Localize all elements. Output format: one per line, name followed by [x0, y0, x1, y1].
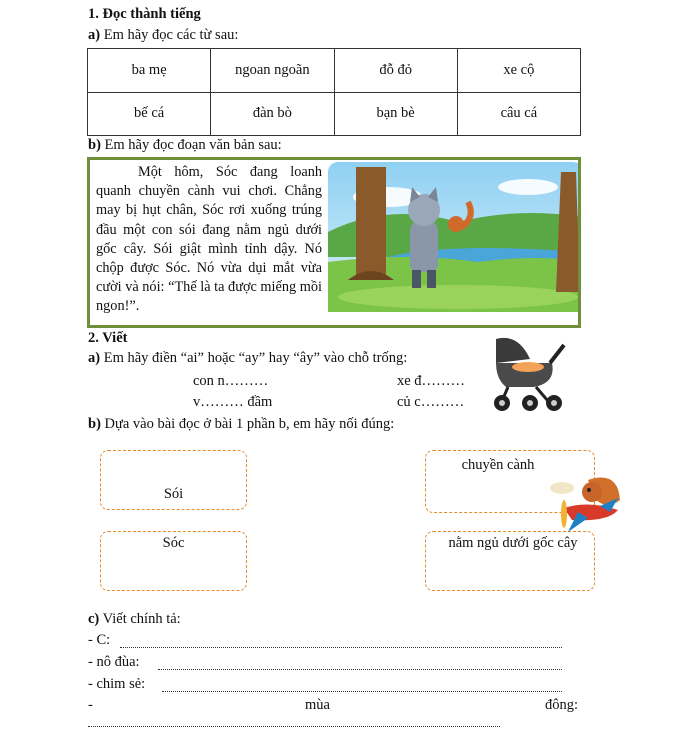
table-row: [88, 92, 581, 136]
fill-blank-item[interactable]: v……… đầm: [193, 394, 273, 410]
match-box-soi[interactable]: [100, 450, 247, 510]
writing-line[interactable]: [162, 691, 562, 692]
fill-blank-item[interactable]: củ c………: [397, 394, 465, 410]
word-cell: ngoan ngoãn: [211, 49, 334, 93]
word-cell: bế cá: [88, 92, 211, 136]
part-a-instruction: a) Em hãy đọc các từ sau:: [88, 27, 239, 43]
story-paragraph: Một hôm, Sóc đang loanh quanh chuyền cành vui chơi. Chẳng may bị hụt chân, Sóc rơi xuống trúng đầu một con sói đang nằm ngủ dưới gốc cây. Sói giật mình tỉnh dậy. Nó chộp được Sóc. Nó vừa dụi mắt vừa cười và nói: “Thế là ta được miếng mồi ngon!”.: [96, 164, 322, 315]
match-label: Sóc: [162, 535, 185, 551]
section-2-title: 2. Viết: [88, 330, 128, 346]
part-a-instruction: a) Em hãy điền “ai” hoặc “ay” hay “ây” vào chỗ trống:: [88, 350, 408, 366]
word-cell: bạn bè: [334, 92, 457, 136]
dictation-dash: -: [88, 697, 93, 713]
section-1-title: 1. Đọc thành tiếng: [88, 6, 201, 22]
squirrel-plane-illustration: [548, 470, 640, 542]
writing-line[interactable]: [88, 726, 500, 727]
word-cell: xe cộ: [457, 49, 580, 93]
part-b-instruction: b) Dựa vào bài đọc ở bài 1 phần b, em hãy nối đúng:: [88, 416, 395, 432]
match-label: nằm ngủ dưới gốc cây: [448, 535, 578, 551]
match-box-soc[interactable]: [100, 531, 247, 591]
story-box: [87, 157, 581, 328]
fill-blank-item[interactable]: con n………: [193, 373, 269, 389]
fill-blank-item[interactable]: xe đ………: [397, 373, 466, 389]
word-cell: đỗ đỏ: [334, 49, 457, 93]
word-cell: đàn bò: [211, 92, 334, 136]
dictation-word: mùa: [305, 697, 330, 713]
word-cell: câu cá: [457, 92, 580, 136]
dictation-label: - chim sẻ:: [88, 676, 146, 692]
word-table: [87, 48, 581, 136]
dictation-label: - nô đùa:: [88, 654, 140, 670]
part-b-instruction: b) Em hãy đọc đoạn văn bản sau:: [88, 137, 282, 153]
writing-line[interactable]: [120, 647, 562, 648]
table-row: [88, 49, 581, 93]
part-c-instruction: c) Viết chính tả:: [88, 611, 181, 627]
match-label: Sói: [163, 486, 184, 502]
stroller-illustration: [488, 333, 570, 415]
forest-scene-illustration: [328, 162, 581, 312]
dictation-word: đông:: [545, 697, 579, 713]
match-label: chuyền cành: [461, 457, 535, 473]
writing-line[interactable]: [158, 669, 562, 670]
story-text: [96, 163, 580, 317]
dictation-label: - C:: [88, 632, 111, 648]
word-cell: ba mẹ: [88, 49, 211, 93]
